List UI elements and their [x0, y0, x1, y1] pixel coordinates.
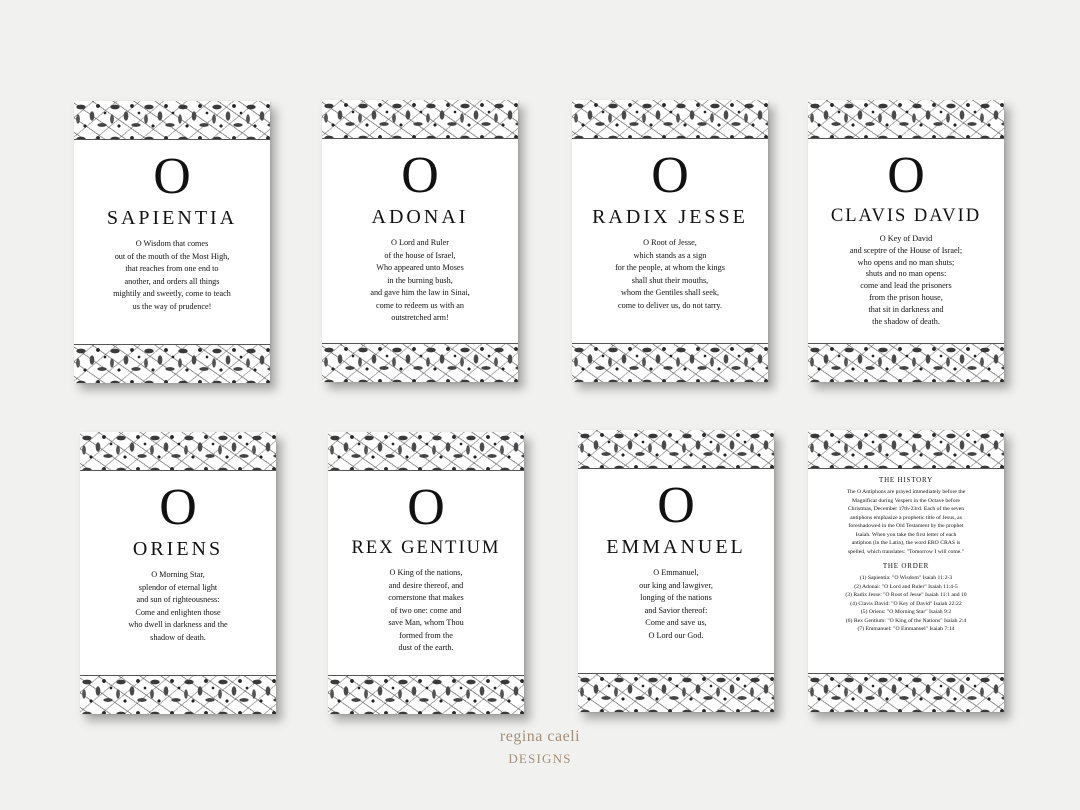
verse-line: of the house of Israel, [384, 250, 456, 260]
verse-line: shuts and no man opens: [865, 269, 947, 279]
card-title: ORIENS [132, 538, 224, 560]
card-initial: O [887, 147, 925, 204]
card-content [572, 140, 768, 342]
history-line: The O Antiphons are prayed immediately before the [846, 489, 966, 495]
verse-line: that sit in darkness and [868, 304, 944, 314]
verse-line: and sceptre of the House of Israel; [849, 245, 963, 255]
card-title: EMMANUEL [606, 536, 746, 558]
floral-border-bottom [572, 343, 768, 382]
card-content [808, 140, 1004, 342]
card-initial: O [401, 147, 439, 204]
history-line: spelled, which translates: "Tomorrow I will come." [847, 548, 965, 555]
floral-border-top [808, 430, 1004, 469]
verse-line: shadow of death. [150, 632, 206, 642]
brand-subtitle: DESIGNS [508, 751, 572, 766]
floral-border-top [578, 430, 774, 469]
card-initial: O [159, 479, 197, 536]
verse-line: out of the mouth of the Most High, [114, 251, 230, 261]
card-emmanuel [578, 430, 774, 712]
history-line: antiphon (in the Latin), the word ERO CRAS is [851, 540, 961, 546]
floral-border-top [572, 100, 768, 139]
verse-line: O Emmanuel, [653, 568, 699, 577]
floral-border-top [80, 432, 276, 471]
verse-line: cornerstone that makes [388, 593, 464, 602]
card-content [322, 140, 518, 342]
verse-line: splendor of eternal light [138, 582, 218, 592]
verse-line: from the prison house, [869, 292, 943, 302]
verse-line: come to deliver us, do not tarry. [617, 300, 723, 310]
floral-border-top [328, 432, 524, 471]
floral-border-top [808, 100, 1004, 139]
verse-line: of two one: come and [390, 605, 462, 615]
order-item: (6) Rex Gentium: "O King of the Nations" Isaiah 2:4 [845, 617, 967, 624]
floral-border-bottom [80, 675, 276, 714]
history-line: Christmas, December 17th-23rd. Each of the seven [847, 506, 965, 512]
card-sapientia [74, 101, 270, 383]
verse-line: shall shut their mouths, [631, 275, 709, 285]
verse-line: and gave him the law in Sinai, [370, 288, 470, 297]
card-title: CLAVIS DAVID [830, 206, 982, 226]
order-item: (1) Sapientia: "O Wisdom" Isaiah 11:2-3 [859, 575, 953, 581]
card-oriens [80, 432, 276, 714]
card-verse [578, 567, 774, 642]
floral-border-bottom [808, 343, 1004, 382]
verse-line: our king and lawgiver, [639, 580, 713, 590]
card-title: RADIX JESSE [592, 206, 748, 228]
verse-line: longing of the nations [640, 593, 712, 602]
verse-line: and Savior thereof: [644, 605, 708, 615]
history-heading: THE HISTORY [879, 476, 933, 484]
order-list [808, 574, 1004, 634]
floral-border-bottom [322, 343, 518, 382]
card-content [578, 470, 774, 672]
card-initial: O [651, 147, 689, 204]
card-content [74, 141, 270, 343]
floral-border-bottom [74, 344, 270, 383]
verse-line: O Key of David [879, 234, 933, 243]
card-clavis-david [808, 100, 1004, 382]
card-content [808, 470, 1004, 672]
verse-line: us the way of prudence! [132, 301, 212, 311]
card-title: REX GENTIUM [351, 538, 501, 558]
verse-line: come and lead the prisoners [860, 281, 952, 291]
verse-line: which stands as a sign [633, 250, 707, 260]
card-initial: O [657, 477, 695, 534]
order-item: (4) Clavis David: "O Key of David" Isaiah 22:22 [850, 600, 962, 607]
order-heading: THE ORDER [882, 562, 930, 570]
history-text [808, 488, 1004, 556]
verse-line: who dwell in darkness and the [128, 620, 228, 629]
verse-line: Come and save us, [645, 618, 707, 627]
order-item: (3) Radix Jesse: "O Root of Jesse" Isaiah 11:1 and 10 [845, 592, 967, 598]
card-initial: O [153, 148, 191, 205]
order-item: (7) Emmanuel: "O Emmanuel" Isaiah 7:14 [857, 626, 955, 632]
card-title: SAPIENTIA [106, 207, 238, 229]
card-history [808, 430, 1004, 712]
verse-line: that reaches from one end to [125, 264, 219, 273]
history-line: Isaiah. When you take the first letter of each [855, 531, 957, 538]
verse-line: for the people, at whom the kings [615, 263, 725, 272]
verse-line: who opens and no man shuts; [857, 257, 955, 267]
card-verse [572, 237, 768, 312]
verse-line: O Root of Jesse, [643, 238, 697, 247]
verse-line: and desire thereof, and [388, 580, 464, 590]
verse-line: in the burning bush, [387, 275, 453, 285]
verse-line: the shadow of death. [872, 316, 940, 326]
verse-line: whom the Gentiles shall seek, [620, 288, 719, 297]
floral-border-bottom [578, 673, 774, 712]
verse-line: come to redeem us with an [376, 300, 464, 310]
verse-line: another, and orders all things [124, 276, 220, 286]
card-verse [80, 569, 276, 644]
verse-line: O King of the nations, [389, 568, 463, 577]
verse-line: O Lord our God. [648, 630, 704, 640]
history-line: antiphons emphasize a prophetic title of Jesus, as [850, 514, 962, 521]
card-rex-gentium [328, 432, 524, 714]
card-content [328, 472, 524, 674]
card-verse [322, 237, 518, 325]
card-content [80, 472, 276, 674]
order-item: (5) Oriens: "O Morning Star" Isaiah 9:2 [860, 609, 952, 615]
card-radix-jesse [572, 100, 768, 382]
card-verse [808, 233, 1004, 327]
verse-line: O Lord and Ruler [391, 238, 449, 247]
brand-name: regina caeli [499, 728, 581, 745]
verse-line: outstretched arm! [391, 313, 449, 322]
card-adonai [322, 100, 518, 382]
floral-border-bottom [328, 675, 524, 714]
verse-line: Come and enlighten those [135, 607, 221, 617]
card-verse [328, 567, 524, 655]
verse-line: and sun of righteousness: [136, 595, 220, 604]
card-verse [74, 238, 270, 313]
card-initial: O [407, 479, 445, 536]
verse-line: Who appeared unto Moses [376, 263, 464, 272]
verse-line: dust of the earth. [398, 643, 454, 652]
order-item: (2) Adonai: "O Lord and Ruler" Isaiah 11:4-5 [854, 583, 958, 590]
verse-line: O Wisdom that comes [135, 239, 209, 248]
verse-line: formed from the [399, 630, 453, 640]
floral-border-top [74, 101, 270, 140]
floral-border-top [322, 100, 518, 139]
floral-border-bottom [808, 673, 1004, 712]
verse-line: mightily and sweetly, come to teach [113, 289, 231, 298]
history-line: Magnificat during Vespers in the Octave before [852, 497, 960, 504]
verse-line: save Man, whom Thou [388, 618, 464, 627]
card-title: ADONAI [371, 206, 469, 228]
history-line: foreshadowed in the Old Testament by the prophet [848, 523, 964, 529]
verse-line: O Morning Star, [151, 570, 205, 579]
